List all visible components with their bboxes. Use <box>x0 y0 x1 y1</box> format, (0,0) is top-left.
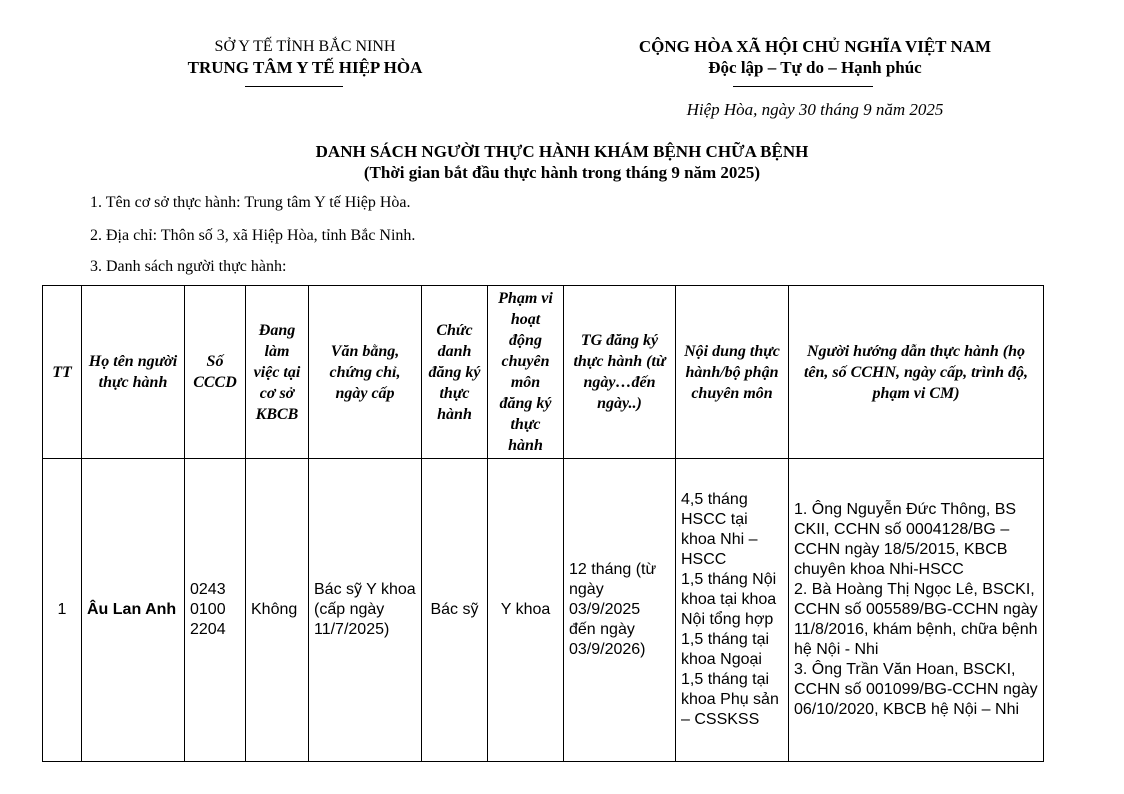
content-line: 4,5 tháng HSCC tại khoa Nhi – HSCC <box>681 491 758 568</box>
col-header-title: Chức danh đăng ký thực hành <box>422 286 488 459</box>
col-header-guide: Người hướng dẫn thực hành (họ tên, số CCHN, ngày cấp, trình độ, phạm vi CM) <box>789 286 1044 459</box>
cell-scope: Y khoa <box>488 459 564 762</box>
left-header-underline <box>245 86 343 87</box>
content-line: 1,5 tháng tại khoa Phụ sản – CSSKSS <box>681 671 779 728</box>
cell-cccd: 0243 0100 2204 <box>185 459 246 762</box>
document-title-block <box>0 141 1124 183</box>
info-list-label: 3. Danh sách người thực hành: <box>90 258 287 275</box>
cell-working: Không <box>246 459 309 762</box>
col-header-working: Đang làm việc tại cơ sở KBCB <box>246 286 309 459</box>
document-title: DANH SÁCH NGƯỜI THỰC HÀNH KHÁM BỆNH CHỮA BỆNH <box>315 142 809 161</box>
motto: Độc lập – Tự do – Hạnh phúc <box>708 58 922 77</box>
country-name: CỘNG HÒA XÃ HỘI CHỦ NGHĨA VIỆT NAM <box>638 37 992 56</box>
guide-line: 2. Bà Hoàng Thị Ngọc Lê, BSCKI, CCHN số 005589/BG-CCHN ngày 11/8/2016, khám bệnh, chữa bệnh hệ Nội - Nhi <box>794 581 1038 658</box>
cell-tt: 1 <box>43 459 82 762</box>
right-header-underline <box>733 86 873 87</box>
document-subtitle: (Thời gian bắt đầu thực hành trong tháng 9 năm 2025) <box>363 163 761 182</box>
org-parent: SỞ Y TẾ TỈNH BẮC NINH <box>214 38 396 55</box>
cell-guide <box>789 459 1044 762</box>
cell-name: Âu Lan Anh <box>82 459 185 762</box>
cell-degree: Bác sỹ Y khoa (cấp ngày 11/7/2025) <box>309 459 422 762</box>
guide-line: 3. Ông Trần Văn Hoan, BSCKI, CCHN số 001099/BG-CCHN ngày 06/10/2020, KBCB hệ Nội – Nhi <box>794 661 1038 718</box>
guide-line: 1. Ông Nguyễn Đức Thông, BS CKII, CCHN số 0004128/BG – CCHN ngày 18/5/2015, KBCB chuyên khoa Nhi-HSCC <box>794 501 1017 578</box>
col-header-degree: Văn bằng, chứng chỉ, ngày cấp <box>309 286 422 459</box>
col-header-period: TG đăng ký thực hành (từ ngày…đến ngày..) <box>564 286 676 459</box>
col-header-scope: Phạm vi hoạt động chuyên môn đăng ký thực hành <box>488 286 564 459</box>
col-header-name: Họ tên người thực hành <box>82 286 185 459</box>
table-header-row <box>43 286 1044 459</box>
col-header-content: Nội dung thực hành/bộ phận chuyên môn <box>676 286 789 459</box>
header-left <box>150 36 460 78</box>
table-row <box>43 459 1044 762</box>
org-name: TRUNG TÂM Y TẾ HIỆP HÒA <box>187 58 423 77</box>
col-header-tt: TT <box>43 286 82 459</box>
cell-content <box>676 459 789 762</box>
header-right <box>600 36 1030 78</box>
info-address: 2. Địa chỉ: Thôn số 3, xã Hiệp Hòa, tỉnh Bắc Ninh. <box>90 227 416 244</box>
place-date: Hiệp Hòa, ngày 30 tháng 9 năm 2025 <box>686 100 944 119</box>
cell-title: Bác sỹ <box>422 459 488 762</box>
col-header-cccd: Số CCCD <box>185 286 246 459</box>
info-facility: 1. Tên cơ sở thực hành: Trung tâm Y tế Hiệp Hòa. <box>90 194 411 211</box>
practitioner-table <box>42 285 1044 762</box>
content-line: 1,5 tháng Nội khoa tại khoa Nội tổng hợp <box>681 571 777 628</box>
cell-period: 12 tháng (từ ngày 03/9/2025 đến ngày 03/9/2026) <box>564 459 676 762</box>
content-line: 1,5 tháng tại khoa Ngoại <box>681 631 770 668</box>
